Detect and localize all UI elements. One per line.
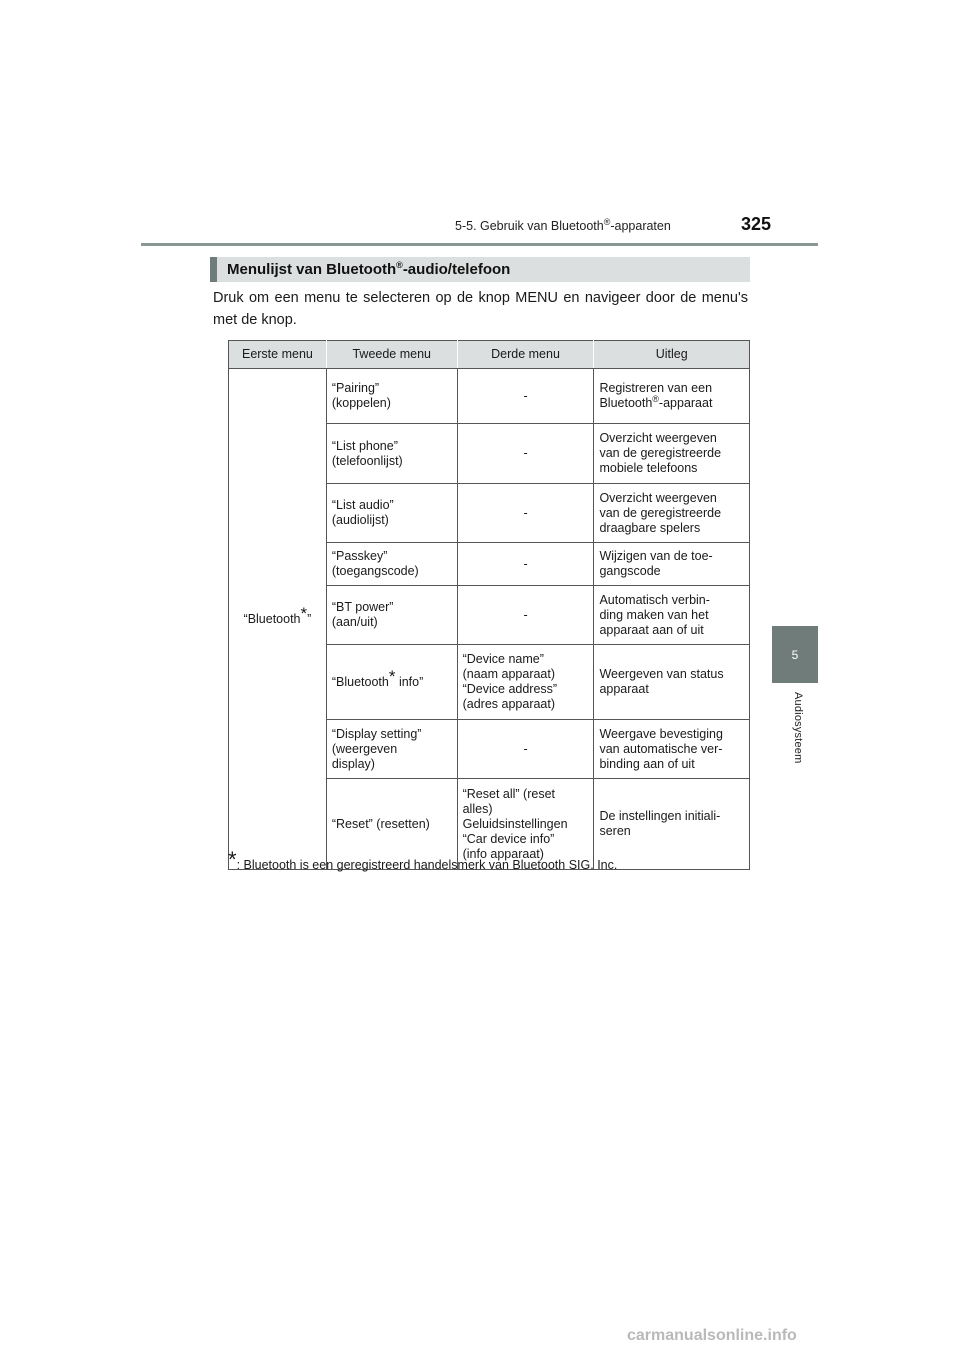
cell-line: Registreren van een [599, 381, 713, 395]
footnote-star: * [228, 847, 237, 872]
third-menu-cell [457, 779, 594, 870]
explanation-cell [594, 645, 750, 720]
cell-line: Bluetooth®-apparaat [599, 393, 713, 410]
cell-line: (koppelen) [331, 396, 391, 410]
cell-line: display) [331, 756, 375, 771]
column-header: Derde menu [457, 341, 594, 369]
cell-line: van de geregistreerde [599, 446, 722, 460]
cell-line: van automatische ver- [599, 741, 723, 756]
cell-line: “Reset” (resetten) [331, 816, 430, 831]
explanation-cell [594, 779, 750, 870]
chapter-tab: 5 [772, 626, 818, 683]
cell-line: Wijzigen van de toe- [599, 549, 713, 563]
second-menu-cell [326, 586, 457, 645]
cell-line: - [523, 607, 528, 622]
footnote-text: : Bluetooth is een geregistreerd handelsmerk van Bluetooth SIG. Inc. [236, 858, 618, 872]
third-menu-cell [457, 369, 594, 424]
cell-line: ding maken van het [599, 607, 709, 622]
explanation-cell [594, 543, 750, 586]
cell-line: “Bluetooth* info” [331, 666, 424, 689]
cell-line: “Reset all” (reset [462, 786, 555, 801]
cell-line: alles) [462, 801, 493, 816]
cell-line: “List audio” [331, 498, 394, 512]
cell-line: (adres apparaat) [462, 697, 556, 711]
cell-line: Overzicht weergeven [599, 490, 717, 505]
cell-line: Weergeven van status [599, 667, 724, 681]
cell-line: “Device address” [462, 682, 558, 696]
second-menu-cell [326, 424, 457, 484]
cell-line: (info apparaat) [462, 846, 544, 861]
cell-line: - [523, 556, 528, 571]
intro-paragraph: Druk om een menu te selecteren op de knop MENU en navigeer door de menu's met de knop. [213, 290, 748, 328]
cell-line: “Car device info” [462, 831, 555, 846]
cell-line: - [523, 388, 528, 403]
cell-line: (weergeven [331, 741, 398, 756]
explanation-cell [594, 424, 750, 484]
cell-line: seren [599, 824, 631, 838]
cell-line: “Passkey” [331, 549, 388, 563]
column-header: Uitleg [594, 341, 750, 369]
cell-line: (telefoonlijst) [331, 453, 403, 468]
cell-line: (naam apparaat) [462, 667, 556, 681]
cell-line: gangscode [599, 564, 661, 578]
cell-line: Weergave bevestiging [599, 726, 723, 741]
table-row [229, 369, 750, 424]
cell-line: “Device name” [462, 652, 544, 666]
table-header-row [229, 341, 750, 369]
cell-line: Geluidsinstellingen [462, 816, 568, 831]
section-heading: Menulijst van Bluetooth®-audio/telefoon [210, 257, 750, 282]
cell-line: “Display setting” [331, 726, 422, 741]
third-menu-cell [457, 586, 594, 645]
third-menu-cell [457, 720, 594, 779]
second-menu-cell [326, 720, 457, 779]
cell-line: “List phone” [331, 438, 398, 453]
cell-line: apparaat [599, 682, 649, 696]
explanation-cell [594, 720, 750, 779]
explanation-cell [594, 369, 750, 424]
cell-line: draagbare spelers [599, 520, 701, 535]
first-menu-cell: “Bluetooth*” [229, 369, 327, 870]
table-body [229, 369, 750, 870]
third-menu-cell [457, 484, 594, 543]
cell-line: (audiolijst) [331, 513, 389, 527]
cell-line: (aan/uit) [331, 615, 378, 629]
third-menu-cell [457, 645, 594, 720]
third-menu-cell [457, 543, 594, 586]
cell-line: van de geregistreerde [599, 505, 722, 520]
explanation-cell [594, 484, 750, 543]
cell-line: De instellingen initiali- [599, 809, 721, 823]
cell-line: binding aan of uit [599, 756, 695, 771]
chapter-label: Audiosysteem [792, 692, 804, 764]
header-rule [141, 243, 818, 246]
cell-line: “Pairing” [331, 381, 380, 395]
running-header: 5-5. Gebruik van Bluetooth®-apparaten [455, 216, 671, 233]
second-menu-cell [326, 369, 457, 424]
cell-line: Automatisch verbin- [599, 592, 710, 607]
cell-line: “BT power” [331, 600, 394, 614]
second-menu-cell [326, 484, 457, 543]
cell-line: - [523, 741, 528, 756]
cell-line: mobiele telefoons [599, 461, 698, 475]
bluetooth-menu-table [228, 340, 750, 870]
watermark: carmanualsonline.info [627, 1327, 797, 1344]
second-menu-cell [326, 645, 457, 720]
column-header: Tweede menu [326, 341, 457, 369]
third-menu-cell [457, 424, 594, 484]
page-number: 325 [741, 214, 772, 234]
second-menu-cell [326, 779, 457, 870]
cell-line: Overzicht weergeven [599, 431, 717, 445]
cell-line: apparaat aan of uit [599, 622, 704, 637]
cell-line: - [523, 505, 528, 520]
explanation-cell [594, 586, 750, 645]
second-menu-cell [326, 543, 457, 586]
cell-line: - [523, 446, 528, 460]
cell-line: (toegangscode) [331, 564, 419, 578]
column-header: Eerste menu [229, 341, 327, 369]
